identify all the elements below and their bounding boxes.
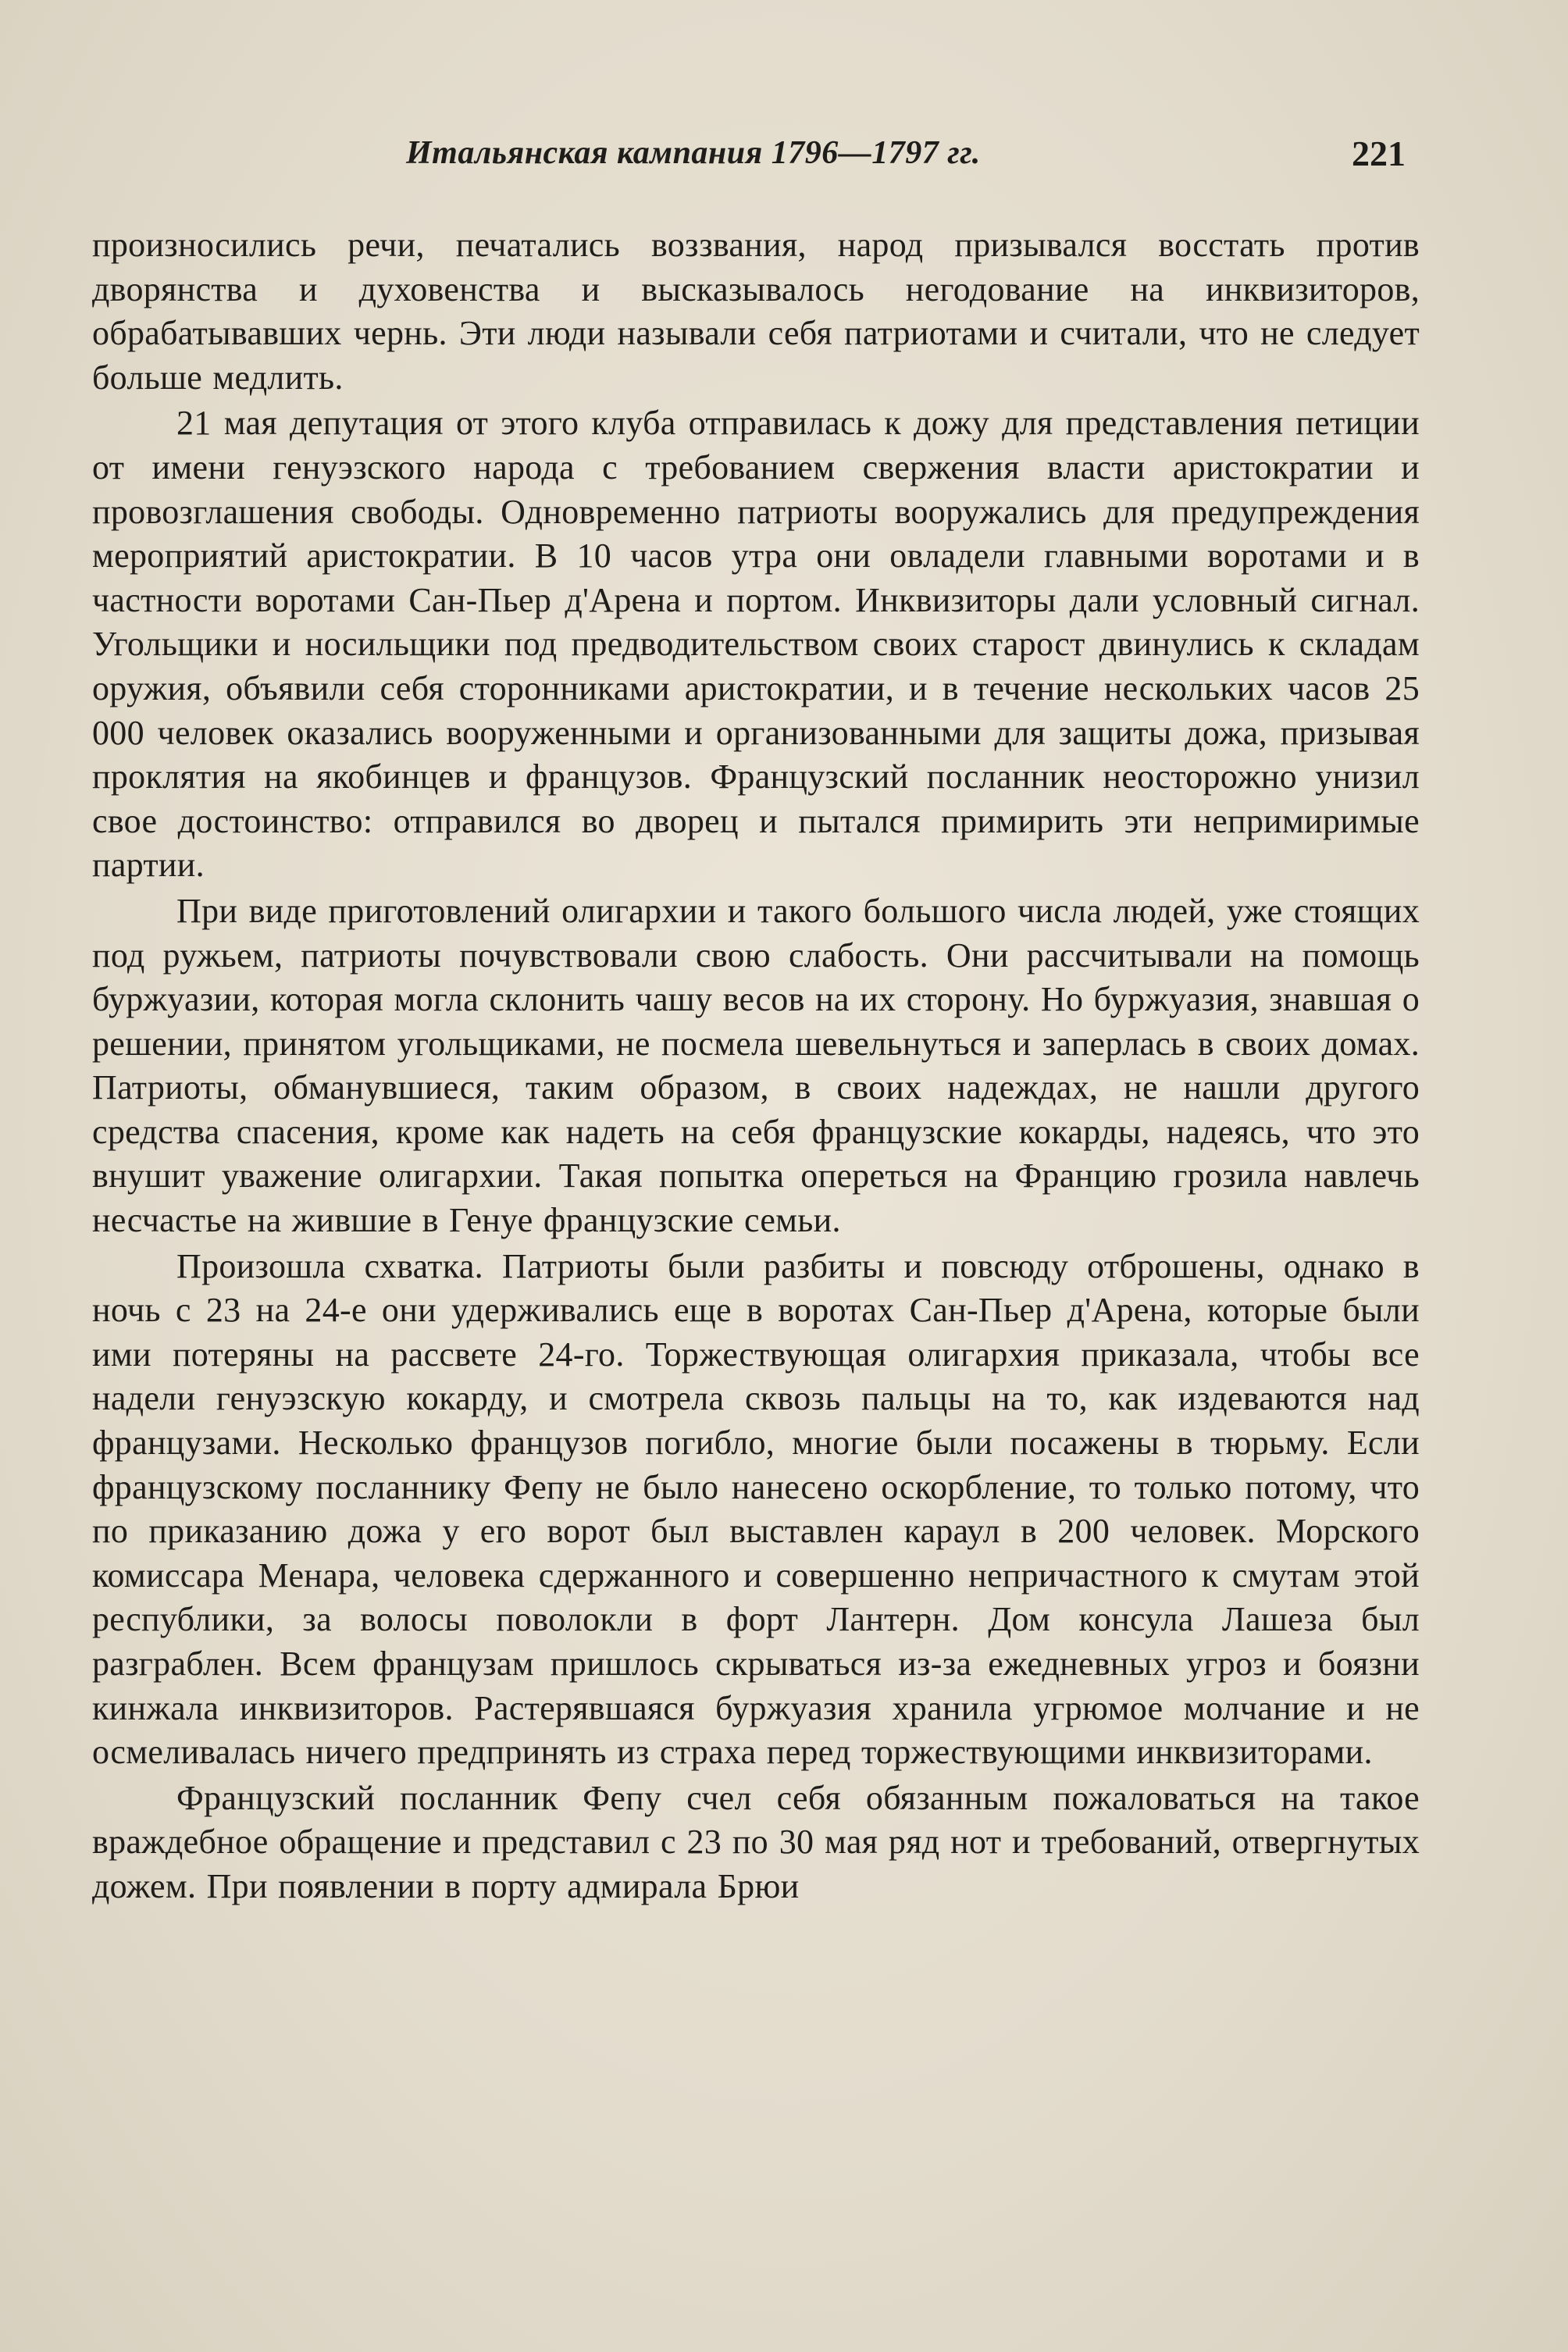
paragraph-5: Французский посланник Фепу счел себя обязанным пожаловаться на такое враждебное обращение и представил с 23 по 30 мая ряд нот и требований, отвергнутых дожем. При появлении в порту адмирала Брюи <box>92 1778 1420 1905</box>
paragraph-3: При виде приготовлений олигархии и такого большого числа людей, уже стоящих под ружьем, патриоты почувствовали свою слабость. Они рассчитывали на помощь буржуазии, которая могла склонить чашу весов на их сторону. Но буржуазия, знавшая о решении, принятом угольщиками, не посмела шевельнуться и заперлась в своих домах. Патриоты, обманувшиеся, таким образом, в своих надеждах, не нашли другого средства спасения, кроме как надеть на себя французские кокарды, надеясь, что это внушит уважение олигархии. Такая попытка опереться на Францию грозила навлечь несчастье на жившие в Генуе французские семьи. <box>92 891 1420 1240</box>
body-text <box>92 223 1420 1909</box>
running-header <box>94 134 1406 189</box>
paragraph-2: 21 мая депутация от этого клуба отправилась к дожу для представления петиции от имени генуэзского народа с требованием свержения власти аристократии и провозглашения свободы. Одновременно патриоты вооружались для предупреждения мероприятий аристократии. В 10 часов утра они овладели главными воротами и в частности воротами Сан-Пьер д'Арена и портом. Инквизиторы дали условный сигнал. Угольщики и носильщики под предводительством своих старост двинулись к складам оружия, объявили себя сторонниками аристократии, и в течение нескольких часов 25 000 человек оказались вооруженными и организованными для защиты дожа, призывая проклятия на якобинцев и французов. Французский посланник неосторожно унизил свое достоинство: отправился во дворец и пытался примирить эти непримиримые партии. <box>92 404 1420 885</box>
page-number: 221 <box>1352 134 1406 173</box>
running-title: Итальянская кампания 1796—1797 гг. <box>406 135 981 171</box>
paragraph-4: Произошла схватка. Патриоты были разбиты и повсюду отброшены, однако в ночь с 23 на 24-е они удерживались еще в воротах Сан-Пьер д'Арена, которые были ими потеряны на рассвете 24-го. Торжествующая олигархия приказала, чтобы все надели генуэзскую кокарду, и смотрела сквозь пальцы на то, как издеваются над французами. Несколько французов погибло, многие были посажены в тюрьму. Если французскому посланнику Фепу не было нанесено оскорбление, то только потому, что по приказанию дожа у его ворот был выставлен караул в 200 человек. Морского комиссара Менара, человека сдержанного и совершенно непричастного к смутам этой республики, за волосы поволокли в форт Лантерн. Дом консула Лашеза был разграблен. Всем французам пришлось скрываться из-за ежедневных угроз и боязни кинжала инквизиторов. Растерявшаяся буржуазия хранила угрюмое молчание и не осмеливалась ничего предпринять из страха перед торжествующими инквизиторами. <box>92 1246 1420 1772</box>
paragraph-1: произносились речи, печатались воззвания, народ призывался восстать против дворянства и духовенства и высказывалось негодование на инквизиторов, обрабатывавших чернь. Эти люди называли себя патриотами и считали, что не следует больше медлить. <box>92 226 1420 397</box>
